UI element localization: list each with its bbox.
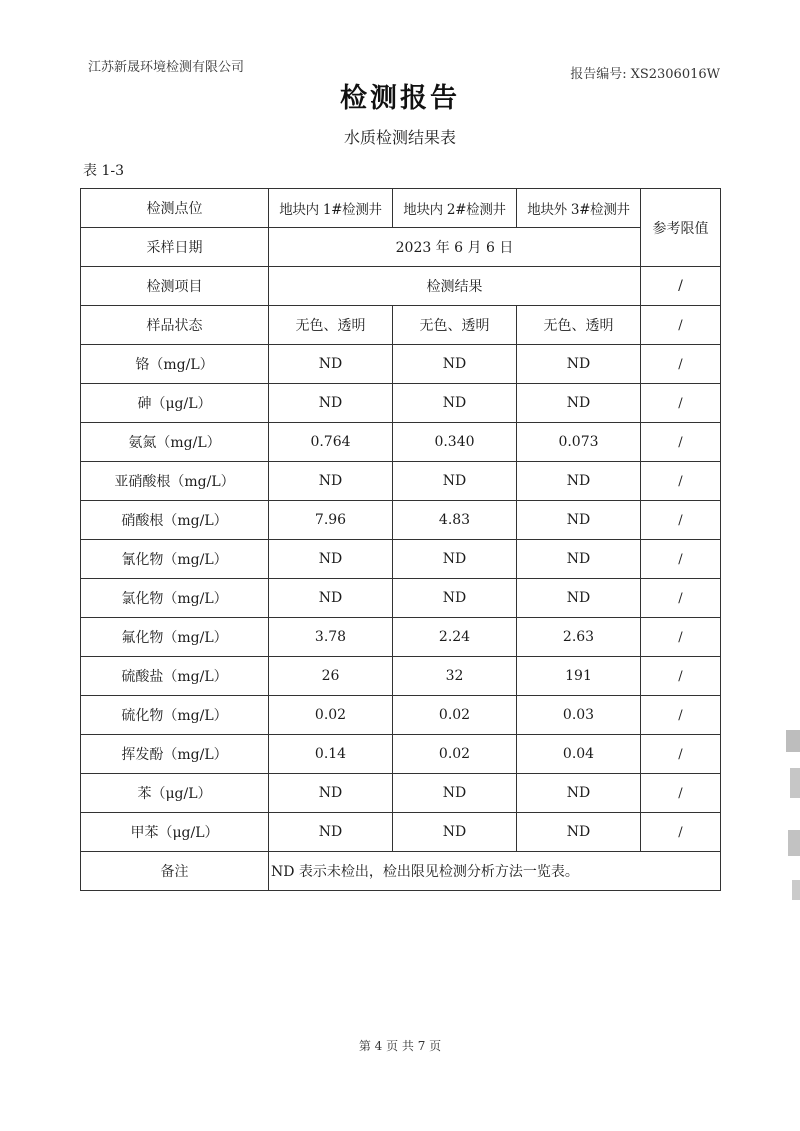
scan-edge-mark xyxy=(774,720,800,920)
result-value: ND xyxy=(393,384,517,423)
result-value: ND xyxy=(269,813,393,852)
result-value: ND xyxy=(269,774,393,813)
result-value: 0.764 xyxy=(269,423,393,462)
point-label: 检测点位 xyxy=(81,189,269,228)
result-value: 0.04 xyxy=(517,735,641,774)
result-value: 0.02 xyxy=(393,696,517,735)
result-value: 4.83 xyxy=(393,501,517,540)
result-value: ND xyxy=(269,345,393,384)
table-row xyxy=(81,579,721,618)
date-value: 2023 年 6 月 6 日 xyxy=(269,228,641,267)
item-name: 挥发酚（mg/L） xyxy=(81,735,269,774)
result-value: 3.78 xyxy=(269,618,393,657)
item-name: 氰化物（mg/L） xyxy=(81,540,269,579)
ref-limit-value: / xyxy=(641,696,721,735)
result-value: ND xyxy=(393,813,517,852)
result-value: ND xyxy=(393,540,517,579)
result-value: 0.340 xyxy=(393,423,517,462)
ref-limit-value: / xyxy=(641,657,721,696)
result-value: 无色、透明 xyxy=(269,306,393,345)
result-value: ND xyxy=(269,579,393,618)
table-row xyxy=(81,228,721,267)
point-2: 地块内 2#检测井 xyxy=(393,189,517,228)
item-name: 甲苯（μg/L） xyxy=(81,813,269,852)
ref-limit-value: / xyxy=(641,501,721,540)
table-row xyxy=(81,735,721,774)
table-row xyxy=(81,306,721,345)
item-name: 苯（μg/L） xyxy=(81,774,269,813)
result-value: 0.02 xyxy=(393,735,517,774)
item-name: 铬（mg/L） xyxy=(81,345,269,384)
ref-limit-value: / xyxy=(641,735,721,774)
ref-limit-value: / xyxy=(641,774,721,813)
page-title: 检测报告 xyxy=(340,83,460,114)
table-row xyxy=(81,852,721,891)
point-1: 地块内 1#检测井 xyxy=(269,189,393,228)
ref-limit-value: / xyxy=(641,813,721,852)
result-value: ND xyxy=(517,540,641,579)
ref-limit-value: / xyxy=(641,345,721,384)
company-name: 江苏新晟环境检测有限公司 xyxy=(88,60,245,75)
table-label: 表 1-3 xyxy=(83,163,124,179)
result-value: 2.24 xyxy=(393,618,517,657)
ref-limit-value: / xyxy=(641,579,721,618)
result-value: 32 xyxy=(393,657,517,696)
ref-limit-value: / xyxy=(641,618,721,657)
page-footer: 第 4 页 共 7 页 xyxy=(358,1039,442,1053)
note-text: ND 表示未检出，检出限见检测分析方法一览表。 xyxy=(269,852,721,891)
result-value: ND xyxy=(269,540,393,579)
item-name: 砷（μg/L） xyxy=(81,384,269,423)
result-value: ND xyxy=(517,813,641,852)
item-name: 硫化物（mg/L） xyxy=(81,696,269,735)
result-label: 检测结果 xyxy=(269,267,641,306)
ref-limit-header: 参考限值 xyxy=(641,189,721,267)
table-row xyxy=(81,657,721,696)
result-value: ND xyxy=(517,345,641,384)
result-value: 0.073 xyxy=(517,423,641,462)
table-row xyxy=(81,384,721,423)
item-label: 检测项目 xyxy=(81,267,269,306)
item-name: 亚硝酸根（mg/L） xyxy=(81,462,269,501)
results-table xyxy=(80,188,721,891)
ref-limit-value: / xyxy=(641,306,721,345)
result-value: 26 xyxy=(269,657,393,696)
item-name: 氟化物（mg/L） xyxy=(81,618,269,657)
table-row xyxy=(81,189,721,228)
ref-limit-value: / xyxy=(641,462,721,501)
item-name: 硫酸盐（mg/L） xyxy=(81,657,269,696)
result-value: ND xyxy=(269,462,393,501)
point-3: 地块外 3#检测井 xyxy=(517,189,641,228)
table-row xyxy=(81,501,721,540)
result-value: 无色、透明 xyxy=(517,306,641,345)
result-value: 0.03 xyxy=(517,696,641,735)
report-number-value: XS2306016W xyxy=(630,67,720,82)
table-row xyxy=(81,423,721,462)
date-label: 采样日期 xyxy=(81,228,269,267)
table-row xyxy=(81,618,721,657)
item-name: 氯化物（mg/L） xyxy=(81,579,269,618)
result-value: ND xyxy=(393,579,517,618)
table-row xyxy=(81,813,721,852)
result-value: 0.02 xyxy=(269,696,393,735)
item-name: 硝酸根（mg/L） xyxy=(81,501,269,540)
note-label: 备注 xyxy=(81,852,269,891)
item-name: 氨氮（mg/L） xyxy=(81,423,269,462)
table-row xyxy=(81,345,721,384)
result-value: 7.96 xyxy=(269,501,393,540)
table-row xyxy=(81,540,721,579)
report-number-label: 报告编号: xyxy=(570,67,627,82)
ref-limit-value: / xyxy=(641,384,721,423)
result-value: 191 xyxy=(517,657,641,696)
result-value: ND xyxy=(517,501,641,540)
result-value: ND xyxy=(517,384,641,423)
item-name: 样品状态 xyxy=(81,306,269,345)
table-row xyxy=(81,267,721,306)
ref-limit-value: / xyxy=(641,423,721,462)
result-ref: / xyxy=(641,267,721,306)
result-value: 2.63 xyxy=(517,618,641,657)
result-value: ND xyxy=(393,462,517,501)
result-value: ND xyxy=(393,345,517,384)
result-value: ND xyxy=(517,579,641,618)
table-row xyxy=(81,774,721,813)
result-value: ND xyxy=(517,462,641,501)
result-value: 无色、透明 xyxy=(393,306,517,345)
table-row xyxy=(81,462,721,501)
result-value: 0.14 xyxy=(269,735,393,774)
table-row xyxy=(81,696,721,735)
result-value: ND xyxy=(517,774,641,813)
ref-limit-value: / xyxy=(641,540,721,579)
result-value: ND xyxy=(269,384,393,423)
result-value: ND xyxy=(393,774,517,813)
page-subtitle: 水质检测结果表 xyxy=(343,128,456,147)
